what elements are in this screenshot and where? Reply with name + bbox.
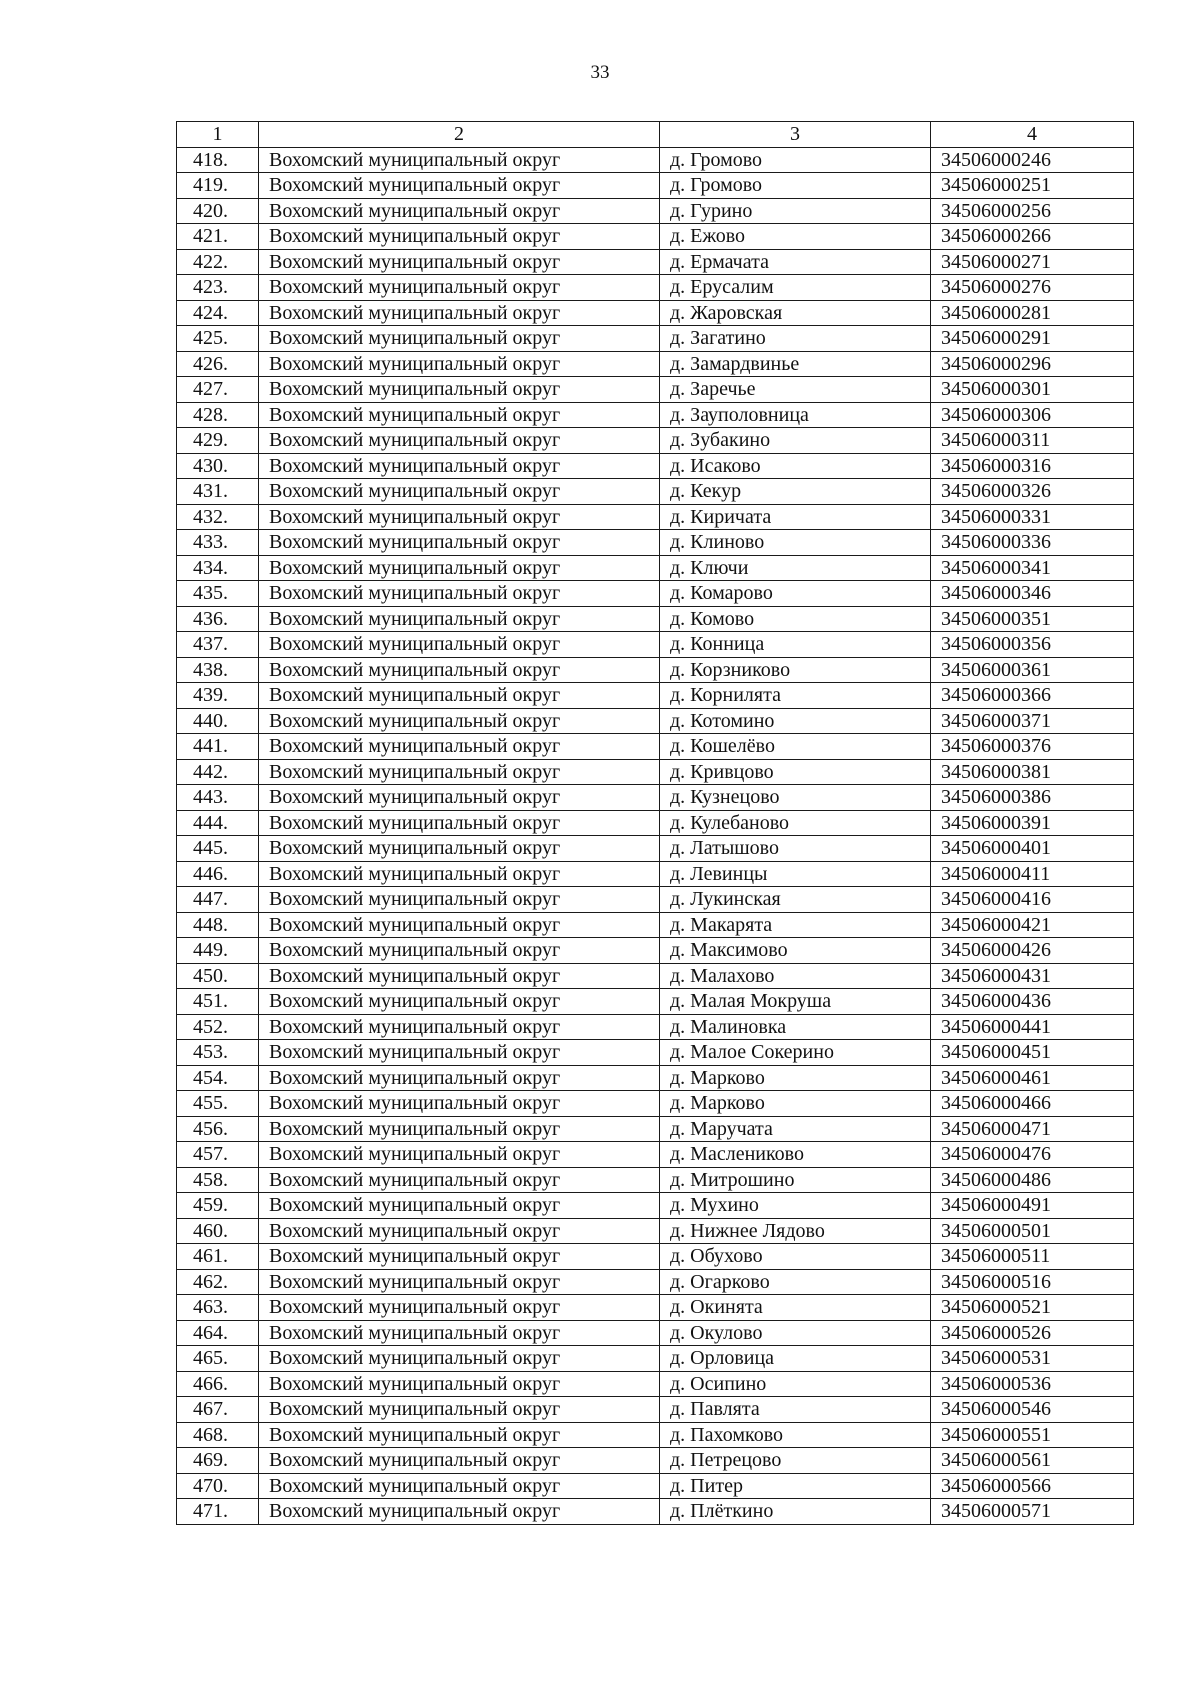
row-number-cell: 437.	[177, 632, 259, 658]
table-row	[177, 1269, 1134, 1295]
settlement-cell: д. Киричата	[660, 504, 931, 530]
settlement-cell: д. Громово	[660, 147, 931, 173]
code-cell: 34506000561	[931, 1448, 1134, 1474]
code-cell: 34506000346	[931, 581, 1134, 607]
table-row	[177, 1142, 1134, 1168]
table-row	[177, 504, 1134, 530]
table-row	[177, 249, 1134, 275]
code-cell: 34506000451	[931, 1040, 1134, 1066]
municipality-cell: Вохомский муниципальный округ	[259, 1091, 660, 1117]
municipality-cell: Вохомский муниципальный округ	[259, 581, 660, 607]
table-row	[177, 530, 1134, 556]
table-row	[177, 887, 1134, 913]
table-row	[177, 1371, 1134, 1397]
row-number-cell: 434.	[177, 555, 259, 581]
settlement-cell: д. Кривцово	[660, 759, 931, 785]
settlement-cell: д. Маручата	[660, 1116, 931, 1142]
municipality-cell: Вохомский муниципальный округ	[259, 1218, 660, 1244]
settlement-cell: д. Осипино	[660, 1371, 931, 1397]
code-cell: 34506000571	[931, 1499, 1134, 1525]
municipality-cell: Вохомский муниципальный округ	[259, 351, 660, 377]
row-number-cell: 420.	[177, 198, 259, 224]
row-number-cell: 451.	[177, 989, 259, 1015]
table-row	[177, 912, 1134, 938]
table-row	[177, 1295, 1134, 1321]
row-number-cell: 450.	[177, 963, 259, 989]
municipality-cell: Вохомский муниципальный округ	[259, 836, 660, 862]
municipality-cell: Вохомский муниципальный округ	[259, 861, 660, 887]
code-cell: 34506000511	[931, 1244, 1134, 1270]
page-number: 33	[590, 62, 610, 83]
code-cell: 34506000271	[931, 249, 1134, 275]
code-cell: 34506000391	[931, 810, 1134, 836]
table-row	[177, 479, 1134, 505]
row-number-cell: 442.	[177, 759, 259, 785]
table-row	[177, 300, 1134, 326]
settlement-cell: д. Огарково	[660, 1269, 931, 1295]
settlement-cell: д. Малиновка	[660, 1014, 931, 1040]
settlement-cell: д. Кулебаново	[660, 810, 931, 836]
code-cell: 34506000471	[931, 1116, 1134, 1142]
settlement-cell: д. Котомино	[660, 708, 931, 734]
settlement-cell: д. Гурино	[660, 198, 931, 224]
table-row	[177, 555, 1134, 581]
table-row	[177, 377, 1134, 403]
settlement-cell: д. Исаково	[660, 453, 931, 479]
column-header-code: 4	[931, 122, 1134, 148]
settlement-cell: д. Питер	[660, 1473, 931, 1499]
code-cell: 34506000546	[931, 1397, 1134, 1423]
row-number-cell: 423.	[177, 275, 259, 301]
settlement-cell: д. Кекур	[660, 479, 931, 505]
municipality-cell: Вохомский муниципальный округ	[259, 759, 660, 785]
row-number-cell: 456.	[177, 1116, 259, 1142]
municipality-cell: Вохомский муниципальный округ	[259, 1499, 660, 1525]
code-cell: 34506000526	[931, 1320, 1134, 1346]
code-cell: 34506000411	[931, 861, 1134, 887]
settlement-cell: д. Левинцы	[660, 861, 931, 887]
municipality-cell: Вохомский муниципальный округ	[259, 963, 660, 989]
row-number-cell: 429.	[177, 428, 259, 454]
table-row	[177, 198, 1134, 224]
table-row	[177, 1448, 1134, 1474]
table-row	[177, 785, 1134, 811]
municipality-cell: Вохомский муниципальный округ	[259, 1116, 660, 1142]
row-number-cell: 439.	[177, 683, 259, 709]
municipality-cell: Вохомский муниципальный округ	[259, 198, 660, 224]
settlement-cell: д. Митрошино	[660, 1167, 931, 1193]
code-cell: 34506000466	[931, 1091, 1134, 1117]
code-cell: 34506000381	[931, 759, 1134, 785]
settlement-cell: д. Ключи	[660, 555, 931, 581]
table-row	[177, 1091, 1134, 1117]
code-cell: 34506000491	[931, 1193, 1134, 1219]
settlement-cell: д. Орловица	[660, 1346, 931, 1372]
settlement-cell: д. Малая Мокруша	[660, 989, 931, 1015]
municipality-cell: Вохомский муниципальный округ	[259, 708, 660, 734]
municipality-cell: Вохомский муниципальный округ	[259, 428, 660, 454]
settlement-cell: д. Зауполовница	[660, 402, 931, 428]
row-number-cell: 443.	[177, 785, 259, 811]
table-row	[177, 1218, 1134, 1244]
code-cell: 34506000371	[931, 708, 1134, 734]
settlement-cell: д. Окинята	[660, 1295, 931, 1321]
municipality-cell: Вохомский муниципальный округ	[259, 1397, 660, 1423]
municipality-cell: Вохомский муниципальный округ	[259, 734, 660, 760]
municipality-cell: Вохомский муниципальный округ	[259, 785, 660, 811]
code-cell: 34506000386	[931, 785, 1134, 811]
table-row	[177, 1473, 1134, 1499]
municipality-cell: Вохомский муниципальный округ	[259, 173, 660, 199]
settlement-cell: д. Корнилята	[660, 683, 931, 709]
municipality-cell: Вохомский муниципальный округ	[259, 555, 660, 581]
row-number-cell: 470.	[177, 1473, 259, 1499]
code-cell: 34506000476	[931, 1142, 1134, 1168]
code-cell: 34506000401	[931, 836, 1134, 862]
code-cell: 34506000461	[931, 1065, 1134, 1091]
code-cell: 34506000341	[931, 555, 1134, 581]
row-number-cell: 438.	[177, 657, 259, 683]
row-number-cell: 460.	[177, 1218, 259, 1244]
municipality-cell: Вохомский муниципальный округ	[259, 479, 660, 505]
municipality-cell: Вохомский муниципальный округ	[259, 1244, 660, 1270]
settlement-cell: д. Ерусалим	[660, 275, 931, 301]
code-cell: 34506000426	[931, 938, 1134, 964]
municipality-cell: Вохомский муниципальный округ	[259, 147, 660, 173]
table-row	[177, 861, 1134, 887]
settlement-cell: д. Окулово	[660, 1320, 931, 1346]
row-number-cell: 457.	[177, 1142, 259, 1168]
municipality-cell: Вохомский муниципальный округ	[259, 504, 660, 530]
municipality-cell: Вохомский муниципальный округ	[259, 1014, 660, 1040]
settlement-cell: д. Ермачата	[660, 249, 931, 275]
municipality-cell: Вохомский муниципальный округ	[259, 1295, 660, 1321]
row-number-cell: 463.	[177, 1295, 259, 1321]
municipality-cell: Вохомский муниципальный округ	[259, 1371, 660, 1397]
row-number-cell: 422.	[177, 249, 259, 275]
row-number-cell: 449.	[177, 938, 259, 964]
row-number-cell: 454.	[177, 1065, 259, 1091]
column-header-settlement: 3	[660, 122, 931, 148]
table-row	[177, 581, 1134, 607]
table-row	[177, 759, 1134, 785]
code-cell: 34506000501	[931, 1218, 1134, 1244]
settlement-cell: д. Комарово	[660, 581, 931, 607]
row-number-cell: 433.	[177, 530, 259, 556]
code-cell: 34506000436	[931, 989, 1134, 1015]
municipality-cell: Вохомский муниципальный округ	[259, 326, 660, 352]
municipality-cell: Вохомский муниципальный округ	[259, 1320, 660, 1346]
municipality-cell: Вохомский муниципальный округ	[259, 1142, 660, 1168]
table-row	[177, 810, 1134, 836]
code-cell: 34506000351	[931, 606, 1134, 632]
settlement-cell: д. Петрецово	[660, 1448, 931, 1474]
row-number-cell: 436.	[177, 606, 259, 632]
code-cell: 34506000316	[931, 453, 1134, 479]
municipality-cell: Вохомский муниципальный округ	[259, 938, 660, 964]
code-cell: 34506000441	[931, 1014, 1134, 1040]
settlement-cell: д. Марково	[660, 1091, 931, 1117]
code-cell: 34506000536	[931, 1371, 1134, 1397]
row-number-cell: 468.	[177, 1422, 259, 1448]
table-row	[177, 224, 1134, 250]
code-cell: 34506000266	[931, 224, 1134, 250]
row-number-cell: 448.	[177, 912, 259, 938]
municipality-cell: Вохомский муниципальный округ	[259, 1448, 660, 1474]
table-row	[177, 734, 1134, 760]
settlement-cell: д. Зубакино	[660, 428, 931, 454]
row-number-cell: 453.	[177, 1040, 259, 1066]
code-cell: 34506000291	[931, 326, 1134, 352]
settlement-cell: д. Конница	[660, 632, 931, 658]
code-cell: 34506000256	[931, 198, 1134, 224]
settlement-cell: д. Латышово	[660, 836, 931, 862]
table-row	[177, 1014, 1134, 1040]
settlement-cell: д. Маслениково	[660, 1142, 931, 1168]
municipality-cell: Вохомский муниципальный округ	[259, 1422, 660, 1448]
code-cell: 34506000376	[931, 734, 1134, 760]
row-number-cell: 440.	[177, 708, 259, 734]
row-number-cell: 426.	[177, 351, 259, 377]
code-cell: 34506000251	[931, 173, 1134, 199]
row-number-cell: 446.	[177, 861, 259, 887]
row-number-cell: 419.	[177, 173, 259, 199]
municipality-cell: Вохомский муниципальный округ	[259, 810, 660, 836]
row-number-cell: 464.	[177, 1320, 259, 1346]
municipality-cell: Вохомский муниципальный округ	[259, 402, 660, 428]
table-row	[177, 1422, 1134, 1448]
row-number-cell: 444.	[177, 810, 259, 836]
row-number-cell: 418.	[177, 147, 259, 173]
row-number-cell: 471.	[177, 1499, 259, 1525]
row-number-cell: 452.	[177, 1014, 259, 1040]
row-number-cell: 441.	[177, 734, 259, 760]
municipality-cell: Вохомский муниципальный округ	[259, 530, 660, 556]
table-row	[177, 1065, 1134, 1091]
table-row	[177, 1244, 1134, 1270]
settlement-cell: д. Клиново	[660, 530, 931, 556]
settlement-cell: д. Павлята	[660, 1397, 931, 1423]
code-cell: 34506000246	[931, 147, 1134, 173]
code-cell: 34506000366	[931, 683, 1134, 709]
table-row	[177, 173, 1134, 199]
table-row	[177, 708, 1134, 734]
row-number-cell: 428.	[177, 402, 259, 428]
settlement-cell: д. Малое Сокерино	[660, 1040, 931, 1066]
settlement-cell: д. Мухино	[660, 1193, 931, 1219]
code-cell: 34506000306	[931, 402, 1134, 428]
settlement-cell: д. Нижнее Лядово	[660, 1218, 931, 1244]
table-row	[177, 938, 1134, 964]
municipality-cell: Вохомский муниципальный округ	[259, 224, 660, 250]
table-body	[177, 147, 1134, 1524]
settlement-cell: д. Кошелёво	[660, 734, 931, 760]
municipality-cell: Вохомский муниципальный округ	[259, 887, 660, 913]
settlement-cell: д. Марково	[660, 1065, 931, 1091]
municipality-cell: Вохомский муниципальный округ	[259, 989, 660, 1015]
settlement-cell: д. Обухово	[660, 1244, 931, 1270]
municipality-cell: Вохомский муниципальный округ	[259, 606, 660, 632]
municipality-cell: Вохомский муниципальный округ	[259, 683, 660, 709]
municipality-cell: Вохомский муниципальный округ	[259, 1167, 660, 1193]
table-row	[177, 1320, 1134, 1346]
row-number-cell: 430.	[177, 453, 259, 479]
table-row	[177, 963, 1134, 989]
code-cell: 34506000521	[931, 1295, 1134, 1321]
column-header-number: 1	[177, 122, 259, 148]
row-number-cell: 459.	[177, 1193, 259, 1219]
table-row	[177, 1499, 1134, 1525]
code-cell: 34506000356	[931, 632, 1134, 658]
settlement-cell: д. Комово	[660, 606, 931, 632]
code-cell: 34506000331	[931, 504, 1134, 530]
table-row	[177, 1193, 1134, 1219]
code-cell: 34506000566	[931, 1473, 1134, 1499]
table-row	[177, 836, 1134, 862]
table-row	[177, 1167, 1134, 1193]
municipality-cell: Вохомский муниципальный округ	[259, 1473, 660, 1499]
municipality-cell: Вохомский муниципальный округ	[259, 1065, 660, 1091]
settlement-cell: д. Максимово	[660, 938, 931, 964]
municipality-cell: Вохомский муниципальный округ	[259, 1040, 660, 1066]
code-cell: 34506000301	[931, 377, 1134, 403]
settlements-table	[176, 121, 1134, 1525]
row-number-cell: 466.	[177, 1371, 259, 1397]
code-cell: 34506000416	[931, 887, 1134, 913]
row-number-cell: 424.	[177, 300, 259, 326]
settlement-cell: д. Плёткино	[660, 1499, 931, 1525]
row-number-cell: 447.	[177, 887, 259, 913]
row-number-cell: 445.	[177, 836, 259, 862]
municipality-cell: Вохомский муниципальный округ	[259, 275, 660, 301]
municipality-cell: Вохомский муниципальный округ	[259, 657, 660, 683]
settlement-cell: д. Громово	[660, 173, 931, 199]
table-row	[177, 275, 1134, 301]
row-number-cell: 427.	[177, 377, 259, 403]
row-number-cell: 425.	[177, 326, 259, 352]
settlement-cell: д. Заречье	[660, 377, 931, 403]
table-row	[177, 428, 1134, 454]
code-cell: 34506000296	[931, 351, 1134, 377]
settlement-cell: д. Замардвинье	[660, 351, 931, 377]
table-row	[177, 326, 1134, 352]
settlement-cell: д. Ежово	[660, 224, 931, 250]
table-row	[177, 1116, 1134, 1142]
code-cell: 34506000551	[931, 1422, 1134, 1448]
table-row	[177, 632, 1134, 658]
code-cell: 34506000281	[931, 300, 1134, 326]
code-cell: 34506000531	[931, 1346, 1134, 1372]
table-row	[177, 657, 1134, 683]
table-row	[177, 453, 1134, 479]
municipality-cell: Вохомский муниципальный округ	[259, 632, 660, 658]
municipality-cell: Вохомский муниципальный округ	[259, 300, 660, 326]
code-cell: 34506000276	[931, 275, 1134, 301]
code-cell: 34506000516	[931, 1269, 1134, 1295]
municipality-cell: Вохомский муниципальный округ	[259, 1346, 660, 1372]
settlement-cell: д. Корзниково	[660, 657, 931, 683]
municipality-cell: Вохомский муниципальный округ	[259, 1269, 660, 1295]
settlement-cell: д. Малахово	[660, 963, 931, 989]
municipality-cell: Вохомский муниципальный округ	[259, 1193, 660, 1219]
row-number-cell: 432.	[177, 504, 259, 530]
row-number-cell: 431.	[177, 479, 259, 505]
table-row	[177, 683, 1134, 709]
code-cell: 34506000311	[931, 428, 1134, 454]
row-number-cell: 458.	[177, 1167, 259, 1193]
code-cell: 34506000326	[931, 479, 1134, 505]
table-row	[177, 1346, 1134, 1372]
table-row	[177, 1040, 1134, 1066]
code-cell: 34506000431	[931, 963, 1134, 989]
row-number-cell: 435.	[177, 581, 259, 607]
column-header-municipality: 2	[259, 122, 660, 148]
code-cell: 34506000336	[931, 530, 1134, 556]
table-row	[177, 606, 1134, 632]
row-number-cell: 465.	[177, 1346, 259, 1372]
settlement-cell: д. Кузнецово	[660, 785, 931, 811]
row-number-cell: 455.	[177, 1091, 259, 1117]
code-cell: 34506000421	[931, 912, 1134, 938]
code-cell: 34506000486	[931, 1167, 1134, 1193]
settlement-cell: д. Загатино	[660, 326, 931, 352]
row-number-cell: 469.	[177, 1448, 259, 1474]
table-row	[177, 402, 1134, 428]
settlement-cell: д. Пахомково	[660, 1422, 931, 1448]
municipality-cell: Вохомский муниципальный округ	[259, 453, 660, 479]
row-number-cell: 467.	[177, 1397, 259, 1423]
code-cell: 34506000361	[931, 657, 1134, 683]
table-row	[177, 147, 1134, 173]
settlement-cell: д. Жаровская	[660, 300, 931, 326]
row-number-cell: 461.	[177, 1244, 259, 1270]
municipality-cell: Вохомский муниципальный округ	[259, 249, 660, 275]
settlement-cell: д. Лукинская	[660, 887, 931, 913]
row-number-cell: 462.	[177, 1269, 259, 1295]
table-header-row	[177, 122, 1134, 148]
municipality-cell: Вохомский муниципальный округ	[259, 912, 660, 938]
table-row	[177, 351, 1134, 377]
table-row	[177, 989, 1134, 1015]
municipality-cell: Вохомский муниципальный округ	[259, 377, 660, 403]
settlement-cell: д. Макарята	[660, 912, 931, 938]
table-row	[177, 1397, 1134, 1423]
row-number-cell: 421.	[177, 224, 259, 250]
